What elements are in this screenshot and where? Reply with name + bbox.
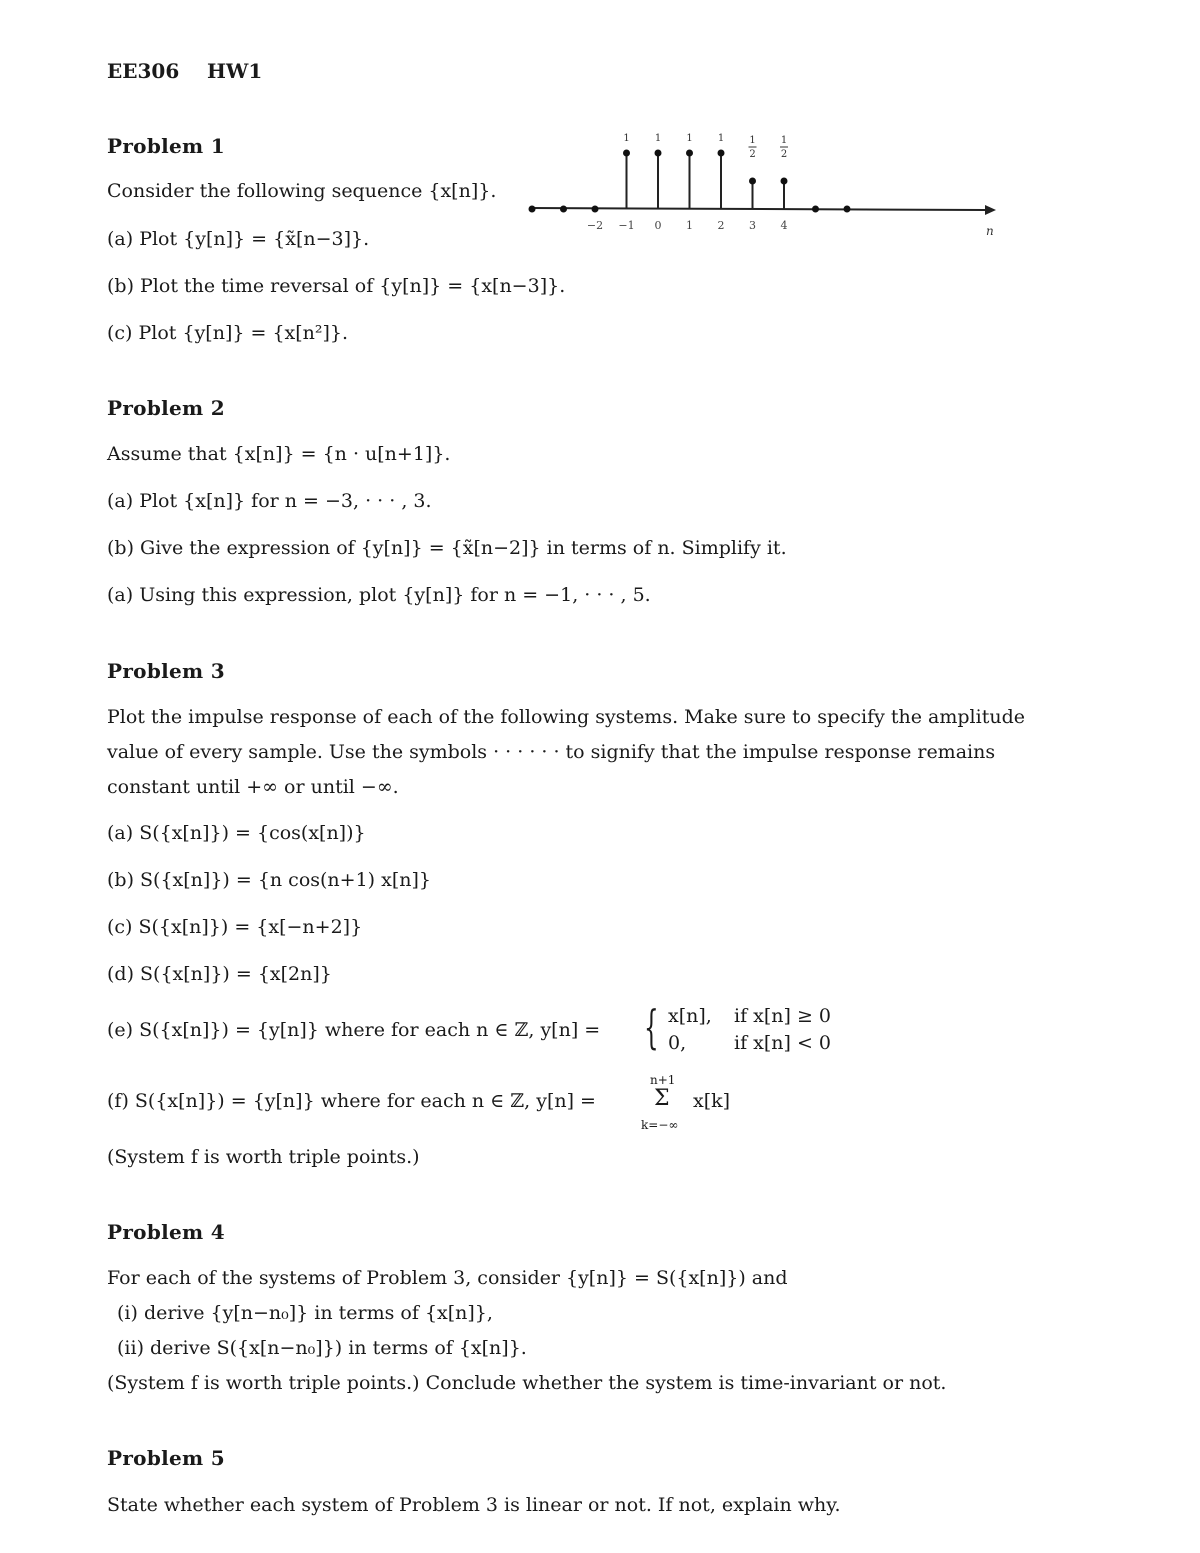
problem-3-paragraph-line-2: value of every sample. Use the symbols · · · · · · to signify that the impulse response remains [107, 741, 996, 763]
problem-3-paragraph-line-1: Plot the impulse response of each of the following systems. Make sure to specify the amplitude [107, 706, 1025, 728]
value-label: 2 [780, 149, 788, 160]
problem-2-part-c: (a) Using this expression, plot {y[n]} for n = −1, · · · , 5. [107, 584, 651, 606]
problem-2-part-a: (a) Plot {x[n]} for n = −3, · · · , 3. [107, 490, 432, 512]
value-label: 1 [749, 135, 756, 146]
problem-5-line-1: State whether each system of Problem 3 is linear or not. If not, explain why. [107, 1494, 841, 1516]
tick-label: 3 [749, 219, 756, 232]
value-label: 1 [686, 133, 693, 144]
problem-3-system-c: (c) S({x[n]}) = {x[−n+2]} [107, 916, 363, 938]
case-2-value: 0, [668, 1032, 687, 1054]
problem-1-title: Problem 1 [107, 134, 225, 158]
value-label: 1 [717, 133, 725, 144]
tick-label: 4 [780, 219, 788, 232]
problem-1-part-c: (c) Plot {y[n]} = {x[n²]}. [107, 322, 349, 344]
problem-3-system-a: (a) S({x[n]}) = {cos(x[n])} [107, 822, 366, 844]
stem-point [781, 178, 788, 185]
problem-2-part-b: (b) Give the expression of {y[n]} = {x̃[n−2]} in terms of n. Simplify it. [107, 537, 787, 559]
problem-3-title: Problem 3 [107, 659, 225, 683]
sequence-stem-plot [520, 120, 1010, 250]
tick-label: 2 [717, 219, 725, 232]
problem-4-line-1: For each of the systems of Problem 3, consider {y[n]} = S({x[n]}) and [107, 1267, 788, 1289]
problem-2-intro: Assume that {x[n]} = {n · u[n+1]}. [107, 443, 451, 465]
problem-3-system-e: (e) S({x[n]}) = {y[n]} where for each n ∈ ℤ, y[n] = [107, 1019, 601, 1041]
case-1-condition: if x[n] ≥ 0 [734, 1005, 832, 1027]
problem-4-line-4: (System f is worth triple points.) Conclude whether the system is time-invariant or not. [107, 1372, 947, 1394]
value-label: 2 [749, 149, 756, 160]
sum-term: x[k] [693, 1090, 731, 1112]
value-label: 1 [780, 135, 788, 146]
problem-3-note: (System f is worth triple points.) [107, 1146, 420, 1168]
stem-point [592, 206, 599, 213]
stem-point [718, 150, 725, 157]
tick-label: −2 [586, 219, 604, 232]
homework-title: HW1 [207, 59, 263, 83]
case-2-condition: if x[n] < 0 [734, 1032, 832, 1054]
sum-lower-limit: k=−∞ [641, 1118, 679, 1132]
stem-point [812, 206, 819, 213]
course-code: EE306 [107, 59, 180, 83]
stem-point [560, 206, 567, 213]
problem-3-system-d: (d) S({x[n]}) = {x[2n]} [107, 963, 332, 985]
x-axis-arrow [985, 205, 996, 215]
stem-point [686, 150, 693, 157]
case-1-value: x[n], [668, 1005, 712, 1027]
problem-2-title: Problem 2 [107, 396, 225, 420]
tick-label: 1 [686, 219, 693, 232]
x-axis-label: n [986, 224, 994, 238]
problem-1-part-b: (b) Plot the time reversal of {y[n]} = {x[n−3]}. [107, 275, 566, 297]
problem-1-part-a: (a) Plot {y[n]} = {x̃[n−3]}. [107, 228, 370, 250]
problem-4-line-3: (ii) derive S({x[n−n₀]}) in terms of {x[n]}. [117, 1337, 527, 1359]
problem-5-title: Problem 5 [107, 1446, 225, 1470]
sum-upper-limit: n+1 [650, 1073, 676, 1087]
stem-point [623, 150, 630, 157]
value-label: 1 [623, 133, 630, 144]
tick-label: 0 [654, 219, 662, 232]
summation-symbol: Σ [654, 1086, 670, 1111]
problem-1-intro: Consider the following sequence {x[n]}. [107, 180, 497, 202]
value-label: 1 [654, 133, 662, 144]
problem-3-system-b: (b) S({x[n]}) = {n cos(n+1) x[n]} [107, 869, 431, 891]
stem-point [749, 178, 756, 185]
stem-point [844, 206, 851, 213]
stem-point [655, 150, 662, 157]
problem-3-system-f: (f) S({x[n]}) = {y[n]} where for each n ∈ ℤ, y[n] = [107, 1090, 596, 1112]
problem-4-title: Problem 4 [107, 1220, 225, 1244]
tick-label: −1 [618, 219, 635, 232]
stem-point [529, 206, 536, 213]
piecewise-brace: { [644, 1000, 659, 1054]
problem-4-line-2: (i) derive {y[n−n₀]} in terms of {x[n]}, [117, 1302, 493, 1324]
problem-3-paragraph-line-3: constant until +∞ or until −∞. [107, 776, 399, 798]
